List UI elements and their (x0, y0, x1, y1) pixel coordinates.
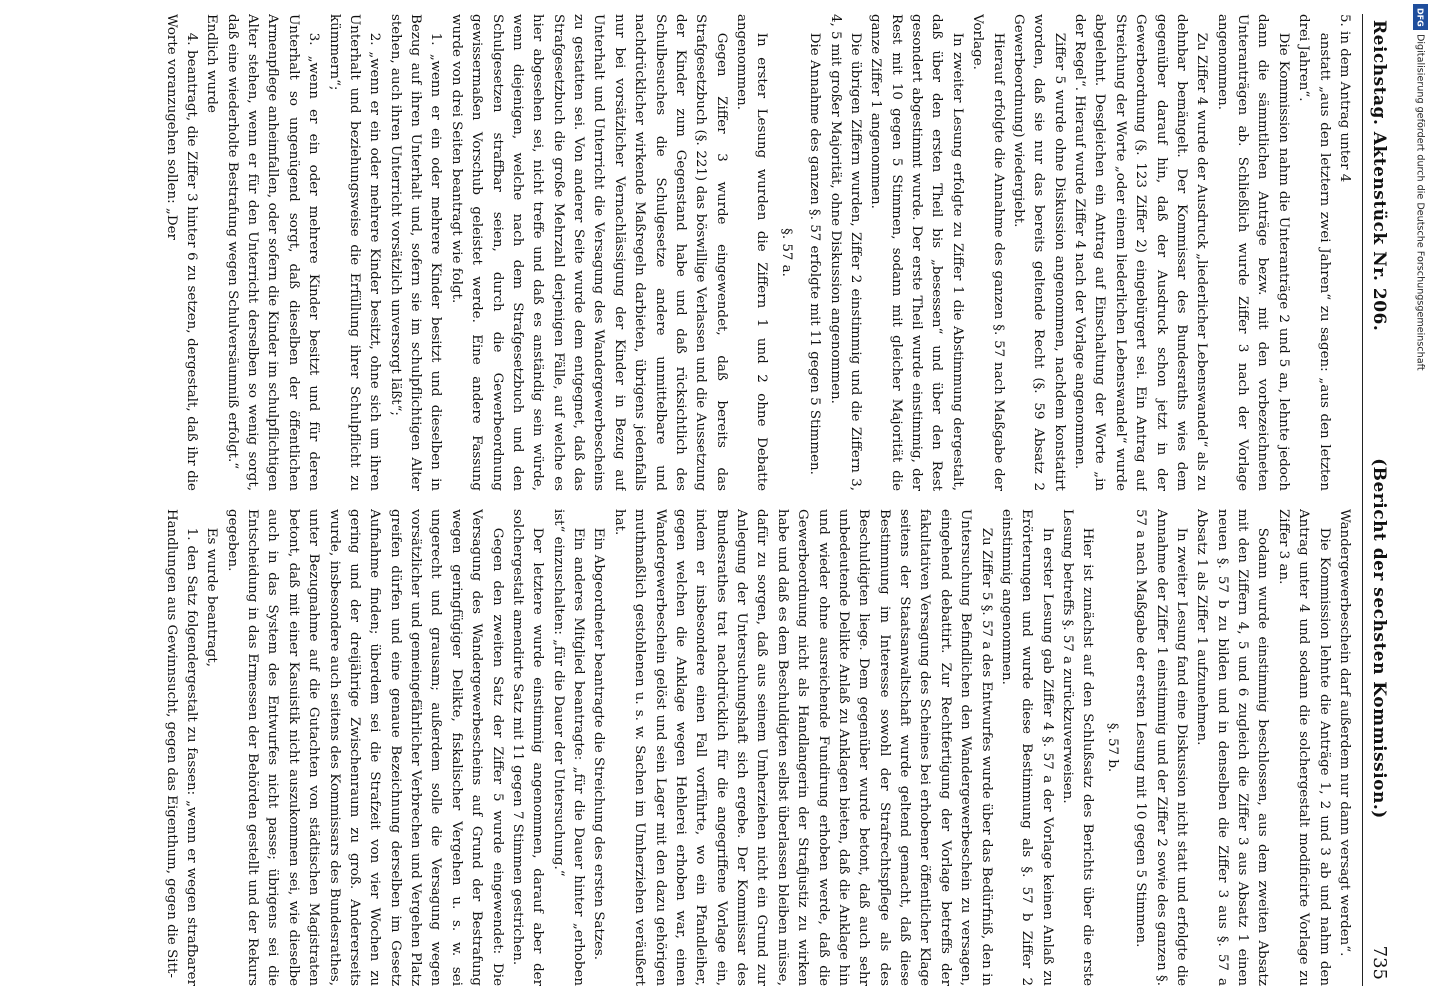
paragraph: Es wurde beantragt, (204, 527, 220, 667)
dfg-watermark (1410, 4, 1430, 994)
list-item: 3. „wenn er ein oder mehrere Kinder besitzt und für deren Unterhalt so ungenügend sorgt, daß dieselben der öffentlichen Armenpflege anheimfallen, oder sofern die Kinder im schulpflichtigen Alter stehen, wenn er für den Unterricht derselben so wenig sorgt, daß eine wiederholte Bestrafung wegen Schulversäumniß erfolgt.“ (224, 14, 322, 491)
paragraph: In erster Lesung gab Ziffer 4 §. 57 a der Vorlage keinen Anlaß zu Erörterungen und wurde diese Bestimmung als §. 57 b Ziffer 2 einstimmig angenommen. (999, 509, 1055, 986)
list-item: 1. „wenn er ein oder mehrere Kinder besitzt und dieselben in Bezug auf ihren Unterhalt und, sofern sie im schulpflichtigen Alter stehen, auch ihren Unterricht vorsätzlich unversorgt läßt“; (387, 14, 444, 491)
paragraph: 5. in dem Antrag unter 4 (1337, 14, 1352, 183)
list-item: 2. „wenn er ein oder mehrere Kinder besitzt, ohne sich um ihren Unterhalt und beziehungsweise die Erfüllung ihrer Schulpflicht zu kümmern“; (326, 14, 383, 491)
paragraph: Ein anderes Mitglied beantragte: „für die Dauer hinter „erhoben ist“ einzuschalten: „für die Dauer der Untersuchung.“ (550, 509, 587, 986)
right-column (34, 509, 1354, 986)
section-heading: §. 57 a. (778, 228, 794, 277)
paragraph: Ein Abgeordneter beantragte die Streichung des ersten Satzes. (591, 527, 607, 961)
paragraph: Die Kommission nahm die Unteranträge 2 und 5 an, lehnte jedoch dann die sämmtlichen Anträge bezw. mit den vorbezeichneten Unteranträgen ab. Schließlich wurde Ziffer 3 nach der Vorlage angenommen. (1214, 14, 1291, 491)
paragraph: Hier ist zunächst auf den Schlußsatz des Berichts über die erste Lesung betreffs §. 57 a zurückzuverweisen. (1060, 509, 1096, 986)
list-item: 4. beantragt, die Ziffer 3 hinter 6 zu setzen, dergestalt, daß ihr die Worte voranzugehen sollen: „Der (163, 14, 199, 491)
header-center: (Bericht der sechsten Kommission.) (1369, 458, 1389, 819)
text-columns (34, 14, 1354, 986)
paragraph: anstatt „aus den letztern zwei Jahren“ zu sagen: „aus den letzten drei Jahren“. (1296, 14, 1332, 491)
paragraph: Sodann wurde einstimmig beschlossen, aus dem zweiten Absatz mit den Ziffern 4, 5 und 6 zugleich die Ziffer 3 aus Absatz 1 einen neuen §. 57 b zu bilden und in denselben die Ziffer 3 aus §. 57 a Absatz 1 als Ziffer 1 aufzunehmen. (1194, 509, 1271, 986)
paragraph: Ziffer 5 wurde ohne Diskussion angenommen, nachdem konstatirt worden, daß sie nur das bereits geltende Recht (§. 59 Absatz 2 Gewerbeordnung) wiedergiebt. (1011, 14, 1067, 491)
paragraph: Der letztere wurde einstimmig angenommen, darauf aber der solchergestalt amendirte Satz mit 11 gegen 7 Stimmen gestrichen. (510, 509, 546, 986)
paragraph: In zweiter Lesung erfolgte zu Ziffer 1 die Abstimmung dergestalt, daß über den ersten Theil bis „besessen“ und über den Rest gesondert abgestimmt wurde. Der erste Theil wurde einstimmig, der Rest mit 10 gegen 5 Stimmen, sodann mit gleicher Majorität die ganze Ziffer 1 angenommen. (868, 14, 965, 491)
paragraph: Zu Ziffer 4 wurde der Ausdruck „liederlicher Lebenswandel“ als zu dehnbar bemängelt. Der Kommissar des Bundesraths wies dem gegenüber darauf hin, daß der Ausdruck schon jetzt in der Gewerbeordnung (§. 123 Ziffer 2) eingebürgert sei. Ein Antrag auf Streichung der Worte „oder einem liederlichen Lebenswandel“ wurde abgelehnt. Desgleichen ein Antrag auf Einschaltung der Worte „in der Regel“. Hierauf wurde Ziffer 4 nach der Vorlage angenommen. (1072, 14, 1210, 491)
page-header (1362, 14, 1394, 986)
header-left: Reichstag. Aktenstück Nr. 206. (1369, 20, 1389, 332)
page-number: 735 (1369, 945, 1390, 980)
paragraph: Endlich wurde (204, 14, 220, 113)
paragraph: Die Kommission lehnte die Anträge 1, 2 und 3 ab und nahm den Antrag unter 4 und sodann die solchergestalt modificirte Vorlage zu Ziffer 3 an. (1275, 509, 1332, 986)
paragraph: Gegen Ziffer 3 wurde eingewendet, daß bereits das Strafgesetzbuch (§. 221) das böswillige Verlassen und die Aussetzung der Kinder zum Gegenstand habe und daß rücksichtlich des Schulbesuches die Schulgesetze andere unmittelbare und nachdrücklicher wirkende Maßregeln darbieten, übrigens jedenfalls nur bei vorsätzlicher Vernachlässigung der Kinder in Bezug auf Unterhalt und Unterricht die Versagung des Wandergewerbescheins zu gestatten sei. Von anderer Seite wurde dem entgegnet, daß das Strafgesetzbuch die große Mehrzahl derjenigen Fälle, auf welche es hier abgesehen sei, nicht treffe und daß es anständig sein würde, wenn diejenigen, welche nach dem Strafgesetzbuch und den Schulgesetzen straffbar seien, durch die Gewerbeordnung gewissermaßen Vorschub geleistet werde. Eine andere Fassung wurde von drei Seiten beantragt wie folgt. (448, 14, 729, 491)
paragraph: Zu Ziffer 5 §. 57 a des Entwurfes wurde über das Bedürfniß, den in Untersuchung Befindlichen den Wandergewerbeschein zu versagen, eingehend debattirt. Zur Rechtfertigung der Vorlage betreffs der fakultativen Versagung des Scheines bei erhobener öffentlicher Klage seitens der Staatsanwaltschaft wurde geltend gemacht, daß diese Bestimmung im Interesse sowohl der Strafrechtspflege als des Beschuldigten liege. Dem gegenüber wurde betont, daß auch sehr unbedeutende Delikte Anlaß zu Anklagen bieten, daß die Anklage hin und wieder ohne ausreichende Fundirung erhoben werde, daß die Gewerbeordnung nicht als Handlangerin der Strafjustiz zu wirken habe und daß es dem Beschuldigten selbst überlassen bleiben müsse, dafür zu sorgen, daß aus seinem Umherziehen nicht ein Grund zur Anlegung der Untersuchungshaft sich ergebe. Der Kommissar des Bundesrathes trat nachdrücklich für die angegriffene Vorlage ein, indem er insbesondere einen Fall vorführte, wo ein Pfandleiher, gegen welchen die Anklage wegen Hehlerei erhoben war, einen Wandergewerbeschein gelöst und sein Lager mit den dazu gehörigen muthmaßlich gestohlenen u. s. w. Sachen im Umherziehen veräußert hat. (611, 509, 994, 986)
paragraph: In erster Lesung wurden die Ziffern 1 und 2 ohne Debatte angenommen. (734, 14, 770, 491)
section-heading: §. 57 b. (1104, 722, 1120, 773)
paragraph: Wandergewerbeschein darf außerdem nur dann versagt werden“. (1337, 509, 1352, 957)
paragraph: Hierauf erfolgte die Annahme des ganzen §. 57 nach Maßgabe der Vorlage. (970, 14, 1006, 491)
left-column (34, 14, 1354, 491)
paragraph: Die Annahme des ganzen §. 57 erfolgte mit 11 gegen 5 Stimmen. (807, 32, 823, 475)
list-item: 1. den Satz folgendergestalt zu fassen: „wenn er wegen strafbarer Handlungen aus Gewinnsucht, gegen das Eigenthum, gegen die Sitt- (163, 509, 199, 986)
paragraph: In zweiter Lesung fand eine Diskussion nicht statt und erfolgte die Annahme der Ziffer 1 einstimmig und der Ziffer 2 sowie des ganzen §. 57 a nach Maßgabe der ersten Lesung mit 10 gegen 5 Stimmen. (1133, 509, 1189, 986)
paragraph: Die übrigen Ziffern wurden, Ziffer 2 einstimmig und die Ziffern 3, 4, 5 mit großer Majorität, ohne Diskussion angenommen. (827, 14, 863, 491)
watermark-text: Digitalisierung gefördert durch die Deutsche Forschungsgemeinschaft (1414, 34, 1426, 371)
dfg-logo-icon: DFG (1413, 4, 1428, 30)
paragraph: Gegen den zweiten Satz der Ziffer 5 wurde eingewendet: Die Versagung des Wandergewerbescheins auf Grund der Bestrafung wegen geringfügiger Delikte, fiskalischer Vergehen u. s. w. sei ungerecht und grausam; außerdem solle die Versagung wegen vorsätzlicher und gemeingefährlicher Verbrechen und Vergehen Platz greifen dürfen und eine genaue Bezeichnung derselben im Gesetz Aufnahme finden; überdem sei die Strafzeit von vier Wochen zu gering und der dreijährige Zwischenraum zu groß. Andererseits wurde, insbesondere auch seitens des Kommissars des Bundesrathes, unter Bezugnahme auf die Gutachten von städtischen Magistraten betont, daß mit einer Kasuistik nicht auszukommen sei, wie dieselbe auch in das System des Entwurfes nicht passe; übrigens sei die Entscheidung in das Ermessen der Behörden gestellt und der Rekurs gegeben. (224, 509, 505, 986)
